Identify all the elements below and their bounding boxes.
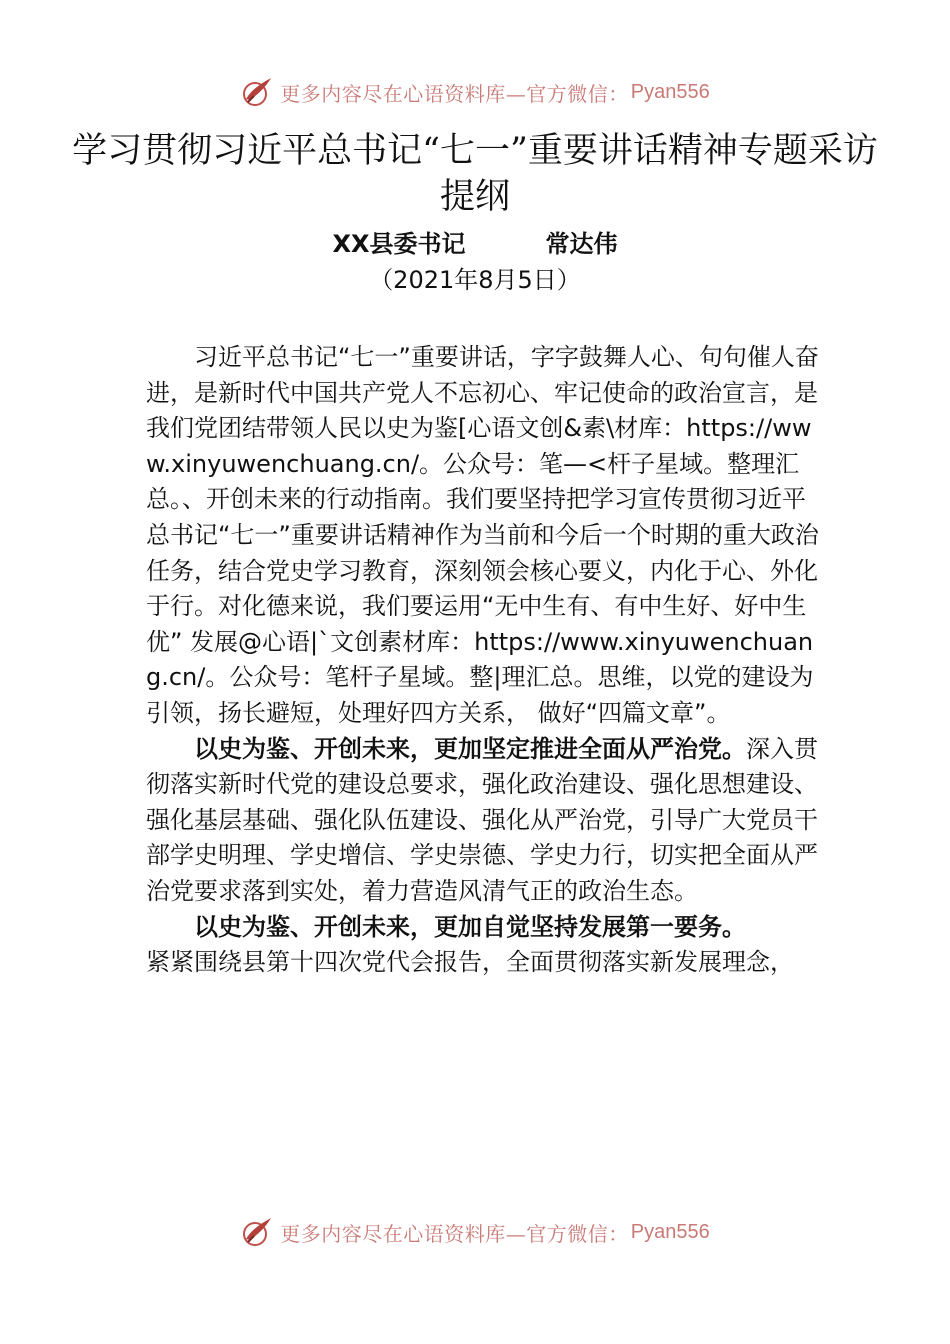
- byline: [0, 226, 950, 262]
- footer-banner: [0, 1212, 950, 1252]
- paragraph-intro: 习近平总书记“七一”重要讲话，字字鼓舞人心、句句催人奋进，是新时代中国共产党人不忘初心、牢记使命的政治宣言，是我们党团结带领人民以史为鉴[心语文创&素\材库：https://www.xinyuwenchuang.cn/。公众号：笔—<杆子星域。整理汇总。、开创未来的行动指南。我们要坚持把学习宣传贯彻习近平总书记“七一”重要讲话精神作为当前和今后一个时期的重大政治任务，结合党史学习教育，深刻领会核心要义，内化于心、外化于行。对化德来说，我们要运用“无中生有、有中生好、好中生优” 发展@心语|`文创素材库：https://www.xinyuwenchuang.cn/。公众号：笔杆子星域。整|理汇总。思维，以党的建设为引领，扬长避短，处理好四方关系， 做好“四篇文章”。: [146, 343, 819, 727]
- banner-text: 更多内容尽在心语资料库—官方微信：: [280, 81, 629, 106]
- document-body: [146, 340, 822, 981]
- byline-name: 常达伟: [545, 230, 618, 258]
- byline-org: XX县委书记: [332, 230, 466, 258]
- quill-pen-logo-icon: [240, 1215, 274, 1249]
- wechat-id: Pyan556: [630, 80, 710, 103]
- document-title: 学习贯彻习近平总书记“七一”重要讲话精神专题采访提纲: [72, 131, 878, 217]
- wechat-id: Pyan556: [630, 1220, 710, 1243]
- quill-pen-logo-icon: [240, 75, 274, 109]
- section-heading-2: 以史为鉴、开创未来，更加自觉坚持发展第一要务。: [194, 912, 746, 941]
- paragraph-section-1: [146, 732, 822, 910]
- paragraph-section-2: [146, 910, 822, 946]
- banner-text: 更多内容尽在心语资料库—官方微信：: [280, 1221, 629, 1246]
- header-banner: [0, 72, 950, 112]
- section-heading-1: 以史为鉴、开创未来，更加坚定推进全面从严治党。: [194, 734, 746, 763]
- document-date: （2021年8月5日）: [369, 266, 581, 294]
- paragraph-section-2-text: 紧紧围绕县第十四次党代会报告，全面贯彻落实新发展理念，: [146, 948, 794, 977]
- section-text-1: 深入贯彻落实新时代党的建设总要求，强化政治建设、强化思想建设、强化基层基础、强化队伍建设、强化从严治党，引导广大党员干部学史明理、学史增信、学史崇德、学史力行，切实把全面从严治党要求落到实处，着力营造风清气正的政治生态。: [146, 734, 818, 905]
